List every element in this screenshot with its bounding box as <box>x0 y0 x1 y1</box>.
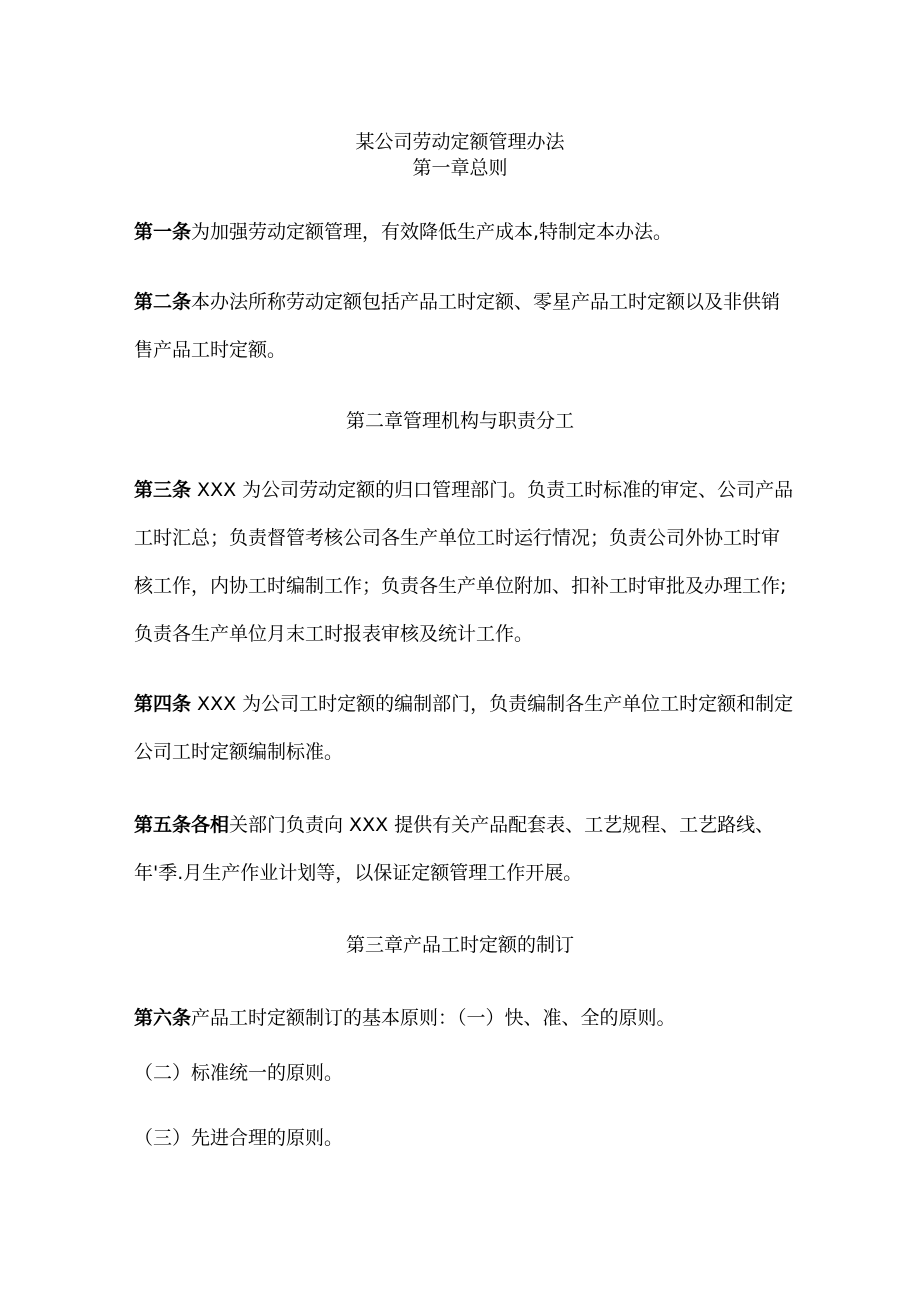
article-5-text: 关部门负责向 XXX 提供有关产品配套表、工艺规程、工艺路线、年'季.月生产作业计划等，以保证定额管理工作开展。 <box>134 814 775 884</box>
article-1-label: 第一条 <box>134 221 192 243</box>
article-5-label: 第五条各相 <box>134 814 230 836</box>
article-3-label: 第三条 <box>134 479 192 501</box>
article-1-text: 为加强劳动定额管理，有效降低生产成本,特制定本办法。 <box>191 221 673 243</box>
principle-item-3: （三）先进合理的原则。 <box>134 1127 344 1149</box>
article-4-label: 第四条 <box>134 693 192 715</box>
article-4 <box>134 680 794 776</box>
principle-item-2: （二）标准统一的原则。 <box>134 1062 344 1084</box>
article-2-text: 本办法所称劳动定额包括产品工时定额、零星产品工时定额以及非供销售产品工时定额。 <box>134 291 781 361</box>
article-4-text: XXX 为公司工时定额的编制部门，负责编制各生产单位工时定额和制定公司工时定额编制标准。 <box>134 693 794 763</box>
article-3-text: XXX 为公司劳动定额的归口管理部门。负责工时标准的审定、公司产品工时汇总；负责督管考核公司各生产单位工时运行情况；负责公司外协工时审核工作，内协工时编制工作；负责各生产单位附加、扣补工时审批及办理工作;负责各生产单位月末工时报表审核及统计工作。 <box>134 479 794 645</box>
article-2 <box>134 278 794 374</box>
chapter-3-heading: 第三章产品工时定额的制订 <box>345 934 574 956</box>
article-2-label: 第二条 <box>134 291 192 313</box>
article-3 <box>134 466 794 658</box>
article-6 <box>134 994 794 1042</box>
document-title: 某公司劳动定额管理办法 <box>355 131 565 153</box>
chapter-1-heading: 第一章总则 <box>412 157 508 179</box>
chapter-2-heading: 第二章管理机构与职责分工 <box>345 410 574 432</box>
article-5 <box>134 801 794 897</box>
article-6-label: 第六条 <box>134 1007 192 1029</box>
article-1 <box>134 208 794 256</box>
article-6-text: 产品工时定额制订的基本原则：（一）快、准、全的原则。 <box>191 1007 676 1029</box>
